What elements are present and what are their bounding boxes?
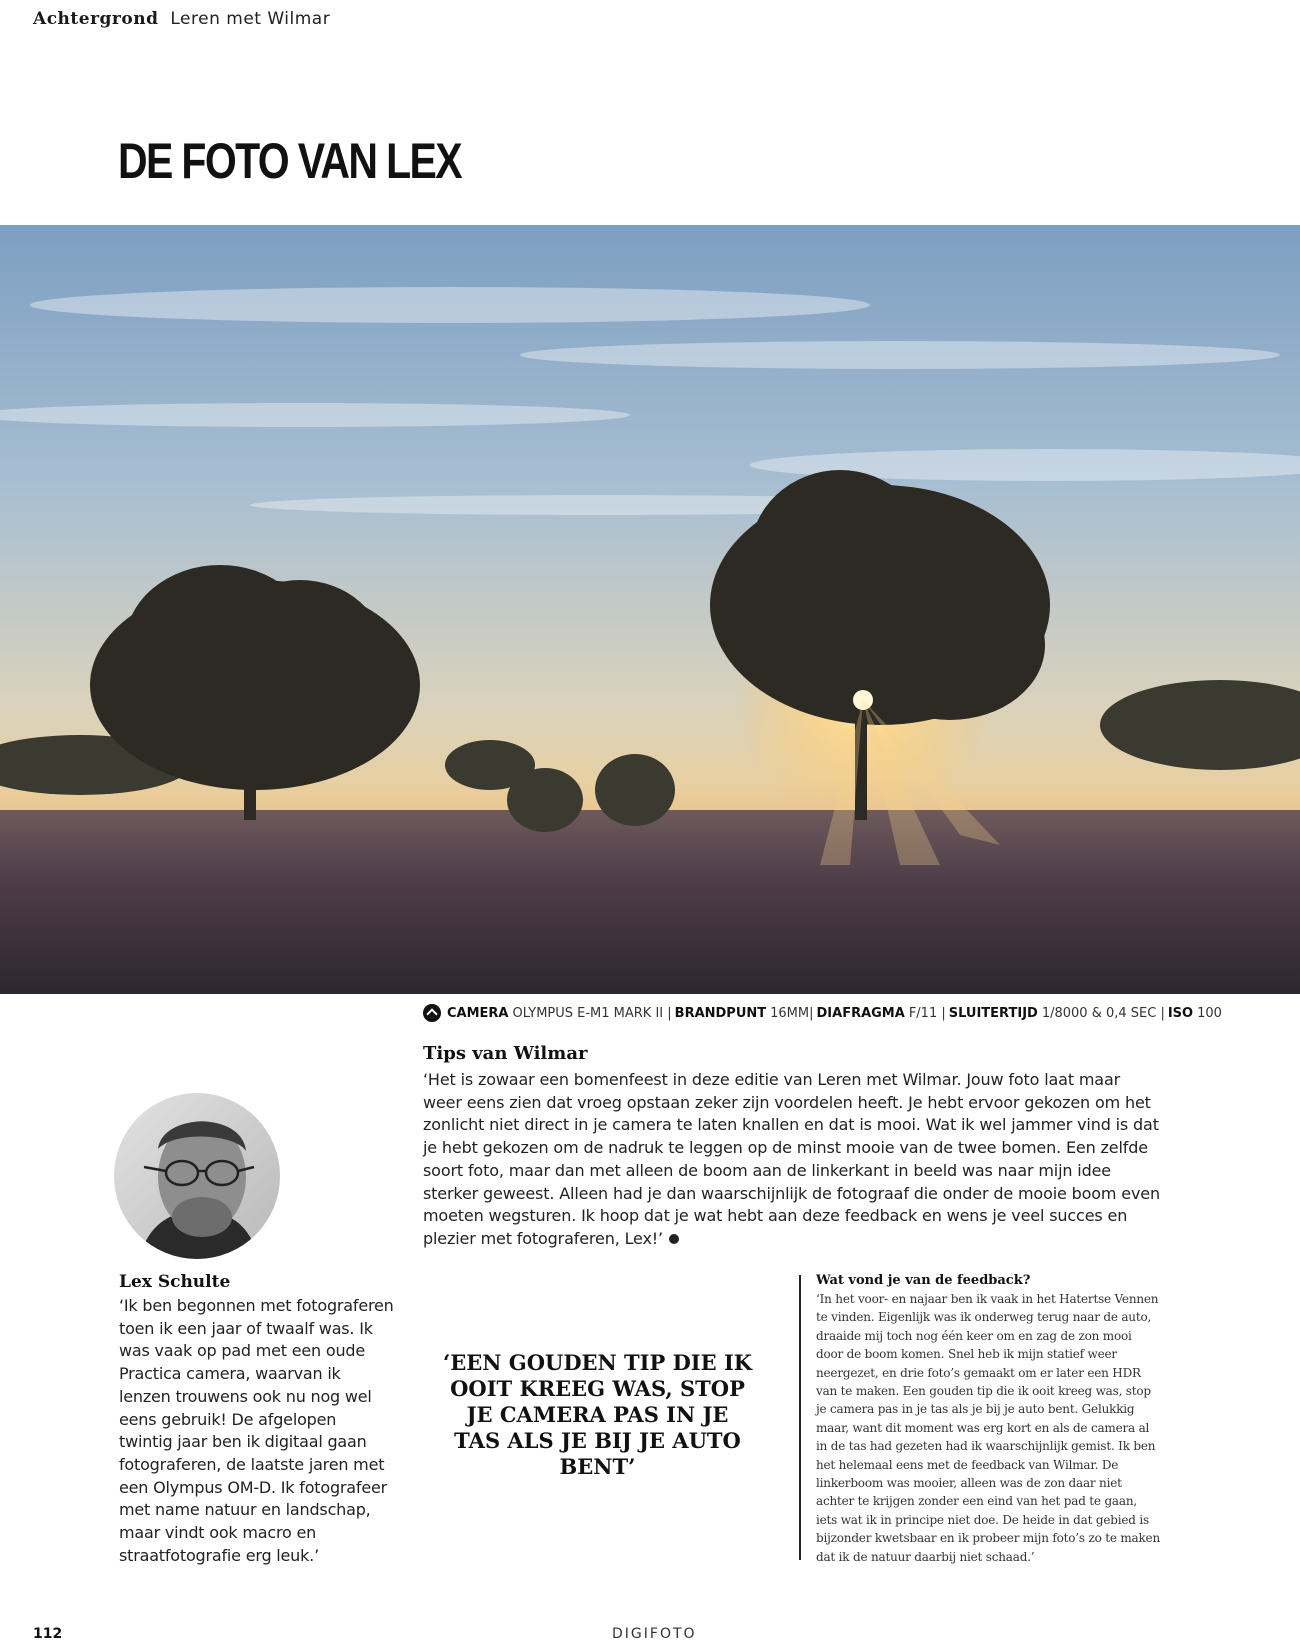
tips-text: ‘Het is zowaar een bomenfeest in deze editie van Leren met Wilmar. Jouw foto laat maar weer eens zien dat vroeg opstaan zeker zijn voordelen heeft. Je hebt ervoor gekozen om het zonlicht niet direct in je camera te laten knallen en dat is mooi. Wat ik wel jammer vind is dat je hebt gekozen om de nadruk te leggen op de minst mooie van de twee bomen. Een zelfde soort foto, maar dan met alleen de boom aan de linkerkant in beeld was naar mijn idee sterker geweest. Alleen had je dan waarschijnlijk de fotograaf die onder de mooie boom even moeten wegsturen. Ik hoop dat je wat hebt aan deze feedback en wens je veel succes en plezier met fotograferen, Lex!’ (423, 1070, 1160, 1248)
spec-value: 100 (1197, 1005, 1222, 1021)
spec-label: CAMERA (447, 1005, 509, 1021)
spec-label: ISO (1167, 1005, 1194, 1021)
feedback-divider (799, 1275, 801, 1560)
landscape-photo (0, 225, 1300, 994)
spec-value: 16MM| (770, 1005, 814, 1021)
tips-body (423, 1069, 1163, 1251)
exif-specs (423, 1004, 1225, 1022)
pull-quote: ‘EEN GOUDEN TIP DIE IK OOIT KREEG WAS, STOP JE CAMERA PAS IN JE TAS ALS JE BIJ JE AUTO BENT’ (442, 1350, 753, 1479)
end-mark-icon (669, 1234, 679, 1244)
spec-value: 1/8000 & 0,4 SEC | (1041, 1005, 1165, 1021)
section-name: Achtergrond (33, 9, 159, 29)
article-title: DE FOTO VAN LEX (118, 133, 461, 189)
spec-label: BRANDPUNT (674, 1005, 767, 1021)
camera-icon (423, 1004, 441, 1022)
photographer-bio: ‘Ik ben begonnen met fotograferen toen ik een jaar of twaalf was. Ik was vaak op pad met een oude Practica camera, waarvan ik lenzen trouwens ook nu nog wel eens gebruik! De afgelopen twintig jaar ben ik digitaal gaan fotograferen, de laatste jaren met een Olympus OM-D. Ik fotografeer met name natuur en landschap, maar vindt ook macro en straatfotografie erg leuk.’ (119, 1296, 394, 1565)
subsection-name: Leren met Wilmar (170, 9, 331, 29)
spec-label: SLUITERTIJD (948, 1005, 1038, 1021)
tips-heading: Tips van Wilmar (423, 1043, 588, 1064)
feedback-heading: Wat vond je van de feedback? (816, 1273, 1031, 1288)
photographer-name: Lex Schulte (119, 1272, 231, 1292)
spec-value: F/11 | (908, 1005, 946, 1021)
spec-label: DIAFRAGMA (816, 1005, 905, 1021)
page-number: 112 (33, 1626, 63, 1642)
running-header (33, 9, 330, 29)
feedback-body: ‘In het voor- en najaar ben ik vaak in het Hatertse Vennen te vinden. Eigenlijk was ik onderweg terug naar de auto, draaide mij toch nog één keer om en zag de zon mooi door de boom komen. Snel heb ik mijn statief weer neergezet, en drie foto’s gemaakt om er later een HDR van te maken. Een gouden tip die ik ooit kreeg was, stop je camera pas in je tas als je bij je auto bent. Gelukkig maar, want dit moment was erg kort en als de camera al in de tas had gezeten had ik waarschijnlijk gemist. Ik ben het helemaal eens met de feedback van Wilmar. De linkerboom was mooier, alleen was de zon daar niet achter te krijgen zonder een eind van het pad te gaan, iets wat ik in principe niet doe. De heide in dat gebied is bijzonder kwetsbaar en ik probeer mijn foto’s zo te maken dat ik de natuur daarbij niet schaad.’ (816, 1292, 1160, 1564)
portrait-photo (114, 1093, 280, 1259)
magazine-brand: DIGIFOTO (612, 1626, 697, 1642)
spec-value: OLYMPUS E-M1 MARK II | (512, 1005, 672, 1021)
